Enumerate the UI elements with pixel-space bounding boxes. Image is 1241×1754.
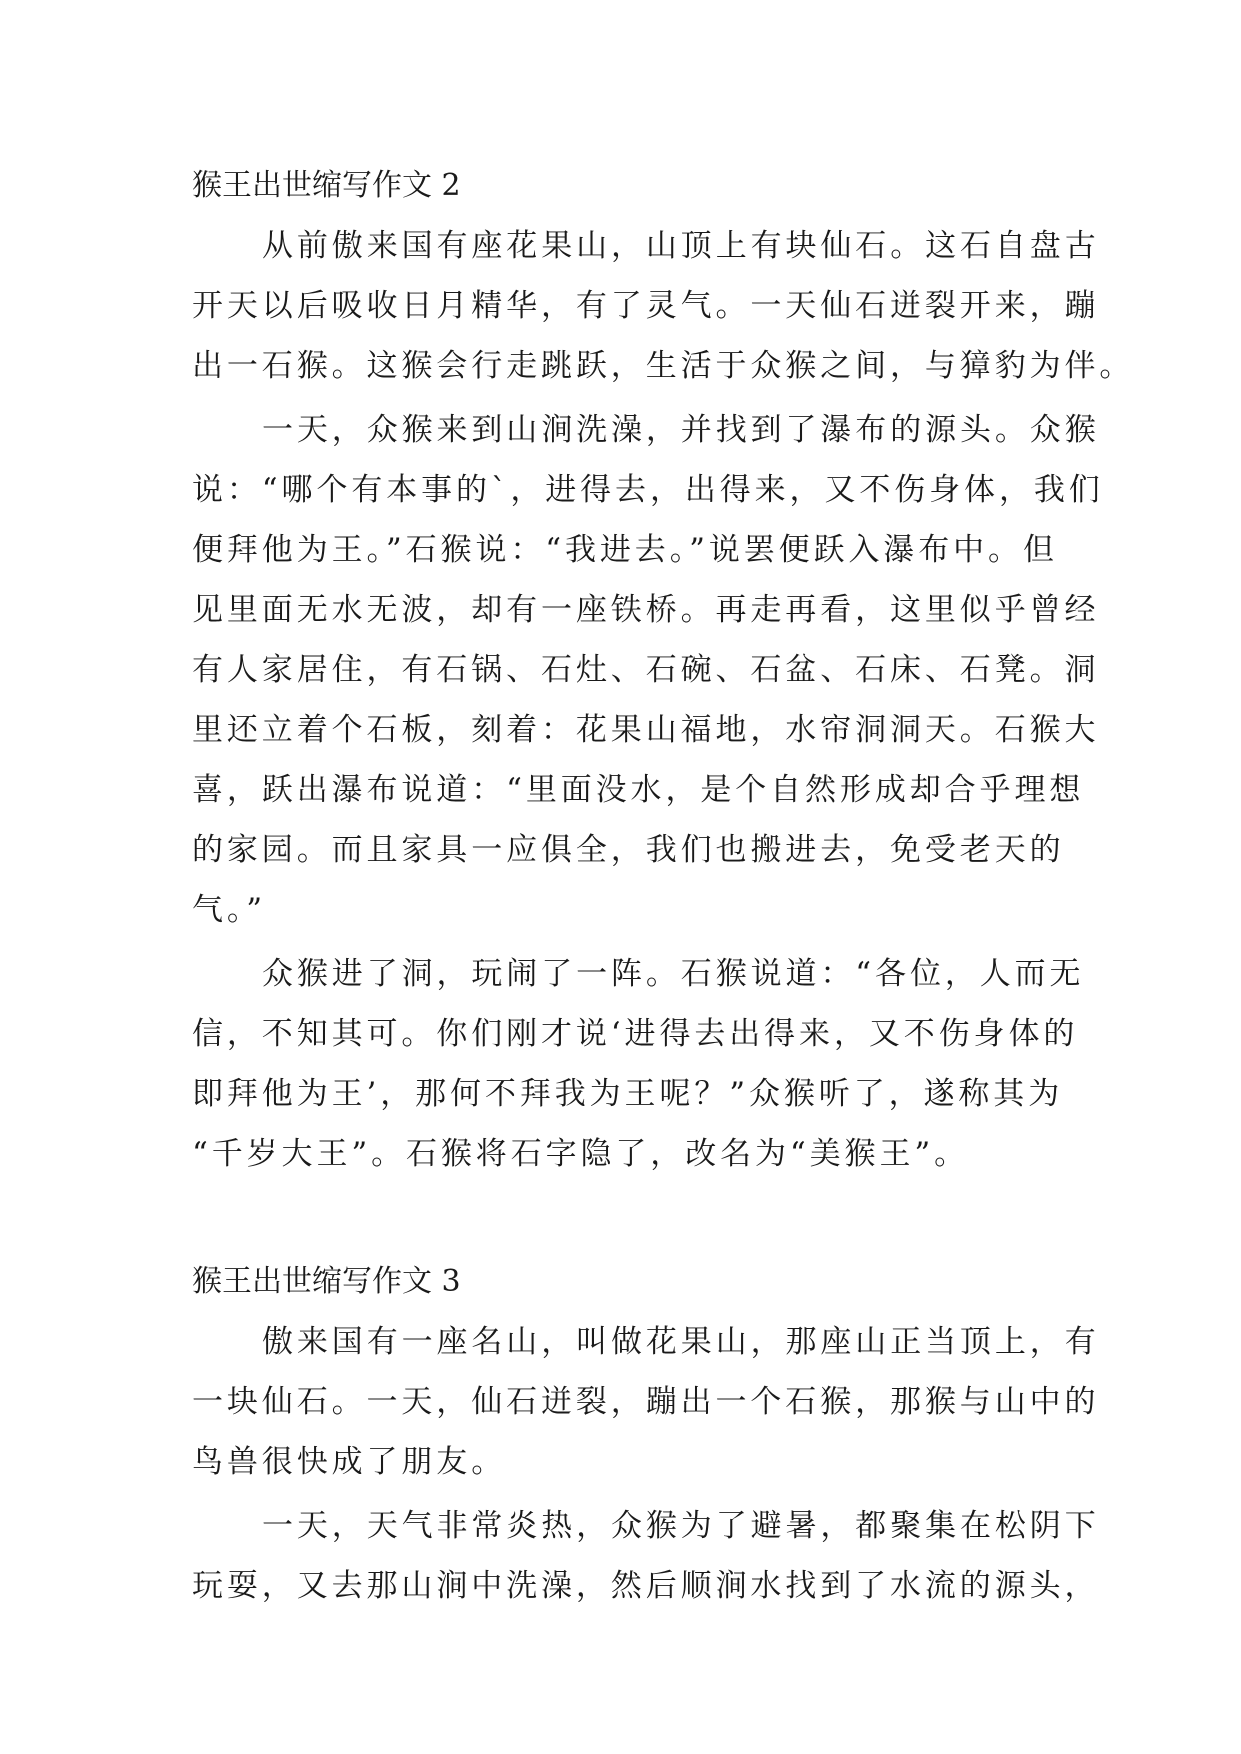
text-line: 说：“哪个有本事的`，进得去，出得来，又不伤身体，我们 <box>192 472 1104 508</box>
section-heading: 猴王出世缩写作文 2 <box>192 168 461 203</box>
text-column <box>192 156 1135 1620</box>
text-line: 气。” <box>192 892 267 928</box>
text-line: 傲来国有一座名山，叫做花果山，那座山正当顶上，有 <box>262 1324 1100 1360</box>
text-line: 有人家居住，有石锅、石灶、石碗、石盆、石床、石凳。洞 <box>192 652 1100 688</box>
text-line: 玩耍，又去那山涧中洗澡，然后顺涧水找到了水流的源头， <box>192 1568 1100 1604</box>
text-line: 喜，跃出瀑布说道：“里面没水，是个自然形成却合乎理想 <box>192 772 1085 808</box>
text-line: 开天以后吸收日月精华，有了灵气。一天仙石迸裂开来，蹦 <box>192 288 1100 324</box>
text-line: 的家园。而且家具一应俱全，我们也搬进去，免受老天的 <box>192 832 1065 868</box>
text-line: 一块仙石。一天，仙石迸裂，蹦出一个石猴，那猴与山中的 <box>192 1384 1100 1420</box>
section-heading: 猴王出世缩写作文 3 <box>192 1264 461 1299</box>
text-line: 一天，众猴来到山涧洗澡，并找到了瀑布的源头。众猴 <box>262 412 1100 448</box>
section-spacer <box>192 1188 1064 1252</box>
paragraph <box>192 1312 1100 1492</box>
paragraph <box>192 216 1135 396</box>
text-line: 见里面无水无波，却有一座铁桥。再走再看，这里似乎曾经 <box>192 592 1100 628</box>
paragraph <box>192 944 1085 1184</box>
paragraph <box>192 400 1104 940</box>
text-line: 一天，天气非常炎热，众猴为了避暑，都聚集在松阴下 <box>262 1508 1100 1544</box>
paragraph <box>192 1496 1100 1616</box>
text-line: 众猴进了洞，玩闹了一阵。石猴说道：“各位，人而无 <box>262 956 1085 992</box>
text-line: 信，不知其可。你们刚才说‘进得去出得来，又不伤身体的 <box>192 1016 1079 1052</box>
text-line: 从前傲来国有座花果山，山顶上有块仙石。这石自盘古 <box>262 228 1100 264</box>
text-line: 即拜他为王’，那何不拜我为王呢？”众猴听了，遂称其为 <box>192 1076 1064 1112</box>
text-line: “千岁大王”。石猴将石字隐了，改名为“美猴王”。 <box>192 1136 969 1172</box>
text-line: 鸟兽很快成了朋友。 <box>192 1444 507 1480</box>
text-line: 便拜他为王。”石猴说：“我进去。”说罢便跃入瀑布中。但 <box>192 532 1058 568</box>
text-line: 里还立着个石板，刻着：花果山福地，水帘洞洞天。石猴大 <box>192 712 1100 748</box>
text-line: 出一石猴。这猴会行走跳跃，生活于众猴之间，与獐豹为伴。 <box>192 348 1135 384</box>
